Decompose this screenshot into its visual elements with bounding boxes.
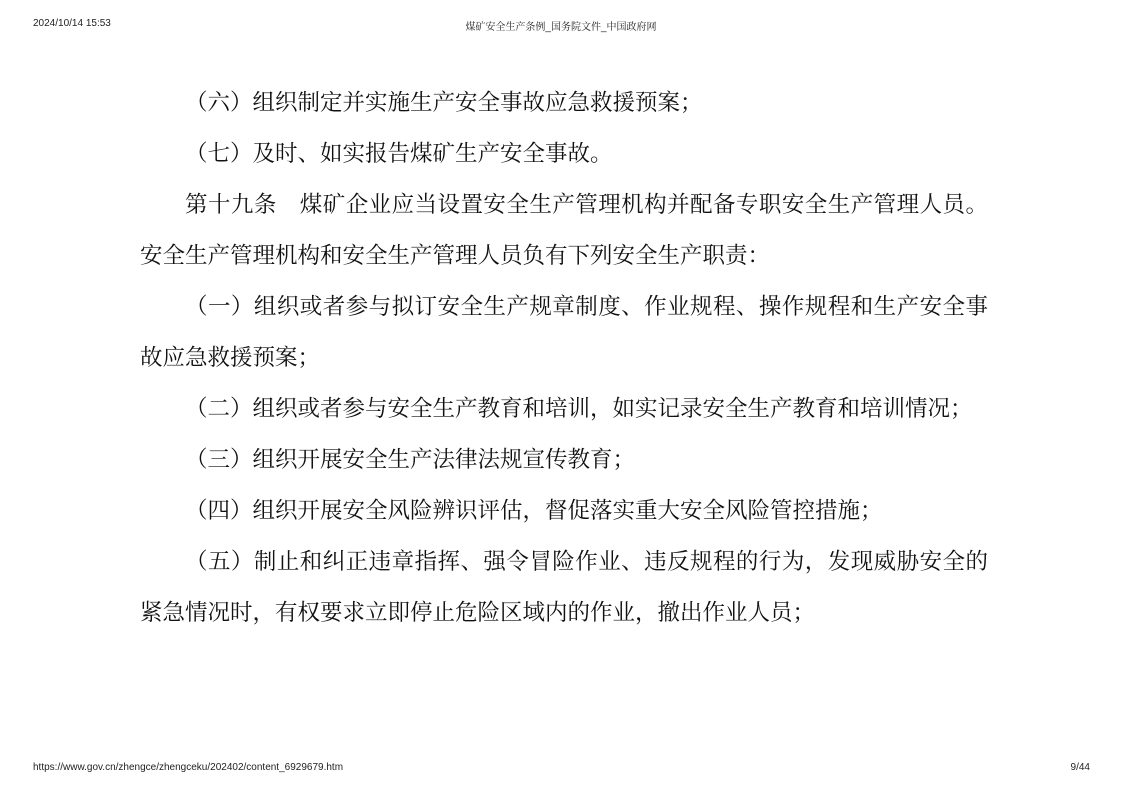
page-title: 煤矿安全生产条例_国务院文件_中国政府网	[465, 22, 657, 33]
paragraph-article-19: 第十九条 煤矿企业应当设置安全生产管理机构并配备专职安全生产管理人员。安全生产管理机构和安全生产管理人员负有下列安全生产职责：	[140, 192, 988, 269]
print-datetime: 2024/10/14 15:53	[33, 18, 111, 29]
paragraph-duty-1: （一）组织或者参与拟订安全生产规章制度、作业规程、操作规程和生产安全事故应急救援预案；	[140, 294, 988, 371]
paragraph-duty-2: （二）组织或者参与安全生产教育和培训，如实记录安全生产教育和培训情况；	[185, 396, 973, 422]
document-body	[140, 78, 988, 639]
paragraph-duty-3: （三）组织开展安全生产法律法规宣传教育；	[185, 447, 636, 473]
paragraph-item-7: （七）及时、如实报告煤矿生产安全事故。	[185, 141, 613, 167]
page-url: https://www.gov.cn/zhengce/zhengceku/202402/content_6929679.htm	[33, 762, 344, 773]
print-header	[0, 18, 1122, 38]
print-footer	[0, 762, 1122, 782]
paragraph-duty-5: （五）制止和纠正违章指挥、强令冒险作业、违反规程的行为，发现威胁安全的紧急情况时，有权要求立即停止危险区域内的作业，撤出作业人员；	[140, 549, 988, 626]
paragraph-duty-4: （四）组织开展安全风险辨识评估，督促落实重大安全风险管控措施；	[185, 498, 883, 524]
page-number: 9/44	[1070, 762, 1090, 773]
paragraph-item-6: （六）组织制定并实施生产安全事故应急救援预案；	[185, 90, 703, 116]
